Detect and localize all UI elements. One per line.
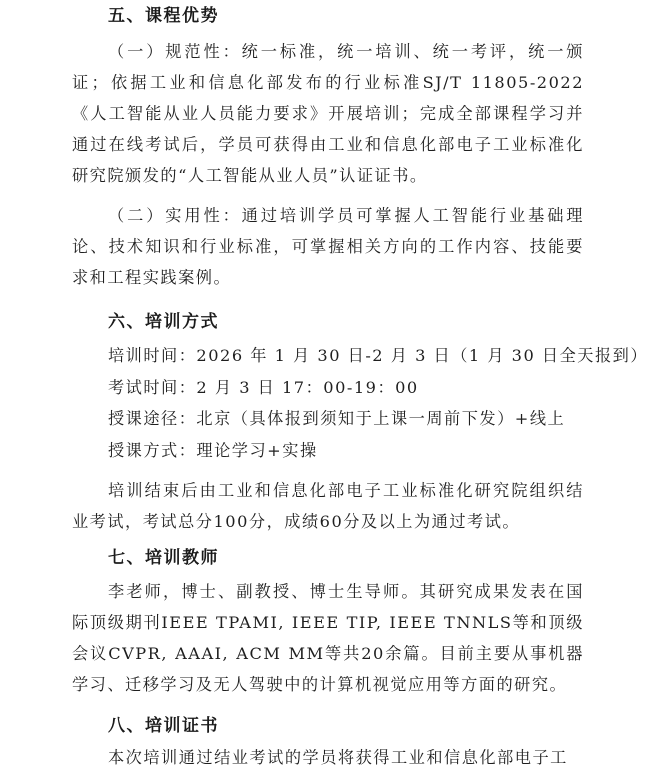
paragraph-practicality: （二）实用性：通过培训学员可掌握人工智能行业基础理论、技术知识和行业标准，可掌握相关方向的工作内容、技能要求和工程实践案例。 [72, 206, 584, 287]
training-method-lines [0, 340, 655, 466]
teacher-bio-wrap [0, 576, 655, 700]
paragraph-certificate: 本次培训通过结业考试的学员将获得工业和信息化部电子工 [108, 748, 568, 767]
paragraph-teacher-bio: 李老师，博士、副教授、博士生导师。其研究成果发表在国际顶级期刊IEEE TPAMI, IEEE TIP, IEEE TNNLS等和顶级会议CVPR, AAAI, ACM MM等共20余篇。目前主要从事机器学习、迁移学习及无人驾驶中的计算机视觉应用等方面的研究。 [72, 582, 584, 694]
section-course-advantages-body [0, 36, 655, 191]
teaching-mode: 授课方式：理论学习+实操 [108, 440, 318, 460]
section-training-method [0, 312, 655, 332]
section-training-teacher [0, 548, 655, 568]
section-heading: 八、培训证书 [108, 716, 219, 736]
section-course-advantages-practical [0, 200, 655, 293]
training-method-note-wrap [0, 475, 655, 537]
certificate-para-wrap [0, 742, 655, 773]
section-heading: 七、培训教师 [108, 548, 219, 568]
paragraph-exam-note: 培训结束后由工业和信息化部电子工业标准化研究院组织结业考试，考试总分100分，成绩60分及以上为通过考试。 [72, 481, 584, 531]
section-course-advantages [0, 6, 655, 26]
section-training-certificate [0, 716, 655, 736]
section-heading: 六、培训方式 [108, 312, 219, 332]
exam-time: 考试时间：2 月 3 日 17：00-19：00 [108, 377, 419, 397]
paragraph-standardization: （一）规范性：统一标准，统一培训、统一考评，统一颁证；依据工业和信息化部发布的行业标准SJ/T 11805-2022《人工智能从业人员能力要求》开展培训；完成全部课程学习并通过在线考试后，学员可获得由工业和信息化部电子工业标准化研究院颁发的“人工智能从业人员”认证证书。 [72, 42, 584, 185]
training-time: 培训时间：2026 年 1 月 30 日-2 月 3 日（1 月 30 日全天报到） [108, 346, 649, 365]
section-heading: 五、课程优势 [108, 6, 219, 26]
teaching-route: 授课途径：北京（具体报到须知于上课一周前下发）+线上 [108, 409, 566, 428]
